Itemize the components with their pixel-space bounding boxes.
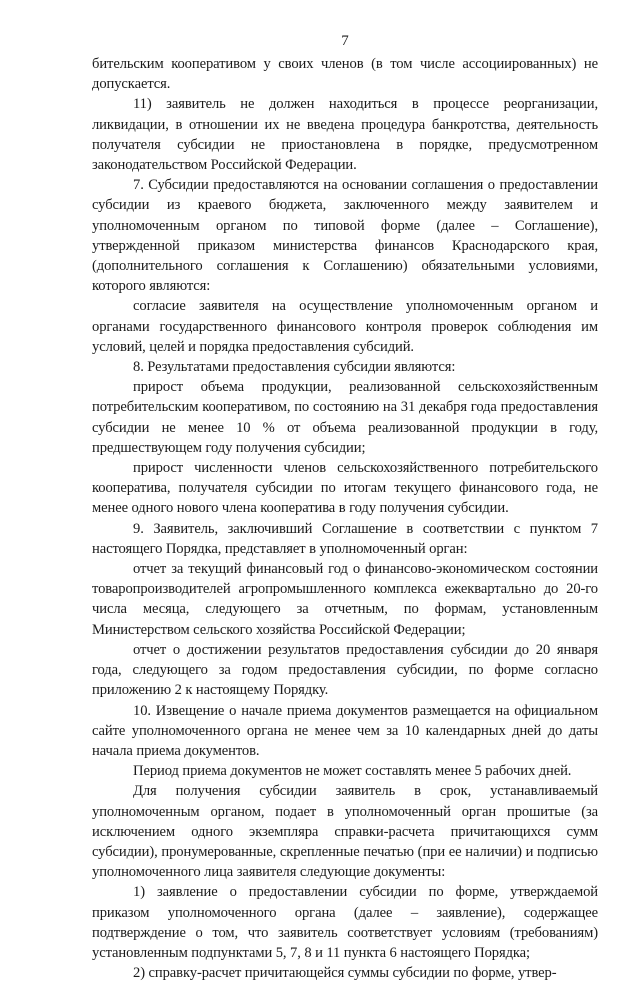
paragraph-consent: согласие заявителя на осуществление уполномоченным органом и органами государственного финансового контроля проверок соблюдения им условий, целей и порядка предоставления субсидий.	[92, 298, 598, 355]
paragraph-growth-volume: прирост объема продукции, реализованной сельскохозяйственным потребительским кооперативом, по состоянию на 31 декабря года предоставления субсидии не менее 10 % от объема реализованной продукции в году, предшествующем году получения субсидии;	[92, 379, 598, 456]
paragraph-doc-1: 1) заявление о предоставлении субсидии по форме, утверждаемой приказом уполномоченного органа (далее – заявление), содержащее подтверждение о том, что заявитель соответствует условиям (требованиям) установленным подпунктами 5, 7, 8 и 11 пункта 6 настоящего Порядка;	[92, 884, 598, 961]
paragraph-item-11: 11) заявитель не должен находиться в процессе реорганизации, ликвидации, в отношении их не введена процедура банкротства, деятельность получателя субсидии не приостановлена в порядке, предусмотренном законодательством Российской Федерации.	[92, 96, 598, 174]
paragraph-continuation: бительским кооперативом у своих членов (в том числе ассоциированных) не допускается.	[92, 56, 598, 93]
paragraph-report-quarterly: отчет за текущий финансовый год о финансово-экономическом состоянии товаропроизводителей агропромышленного комплекса ежеквартально до 20-го числа месяца, следующего за отчетным, по формам, установленным Министерством сельского хозяйства Российской Федерации;	[92, 561, 598, 638]
document-body	[92, 54, 598, 983]
page-number: 7	[341, 33, 349, 49]
paragraph-documents: Для получения субсидии заявитель в срок, устанавливаемый уполномоченным органом, подает в уполномоченный орган прошитые (за исключением одного экземпляра справки-расчета причитающихся сумм субсидии), пронумерованные, скрепленные печатью (при ее наличии) и подписью уполномоченного лица заявителя следующие документы:	[92, 783, 598, 881]
paragraph-section-8: 8. Результатами предоставления субсидии являются:	[133, 359, 456, 376]
paragraph-section-9: 9. Заявитель, заключивший Соглашение в соответствии с пунктом 7 настоящего Порядка, представляет в уполномоченный орган:	[92, 520, 598, 557]
paragraph-section-10: 10. Извещение о начале приема документов размещается на официальном сайте уполномоченного органа не менее чем за 10 календарных дней до даты начала приема документов.	[92, 702, 598, 759]
paragraph-growth-members: прирост численности членов сельскохозяйственного потребительского кооператива, получателя субсидии по итогам текущего финансового года, не менее одного нового члена кооператива в году получения субсидии.	[92, 460, 598, 517]
paragraph-section-7: 7. Субсидии предоставляются на основании соглашения о предоставлении субсидии из краевого бюджета, заключенного между заявителем и уполномоченным органом по типовой форме (далее – Соглашение), утвержденной приказом министерства финансов Краснодарского края, (дополнительного соглашения к Соглашению) обязательными условиями, которого являются:	[92, 177, 598, 295]
paragraph-doc-2: 2) справку-расчет причитающейся суммы субсидии по форме, утвер-	[133, 965, 557, 982]
paragraph-report-results: отчет о достижении результатов предоставления субсидии до 20 января года, следующего за годом предоставления субсидии, по форме согласно приложению 2 к настоящему Порядку.	[92, 641, 598, 699]
paragraph-period: Период приема документов не может составлять менее 5 рабочих дней.	[133, 763, 572, 780]
